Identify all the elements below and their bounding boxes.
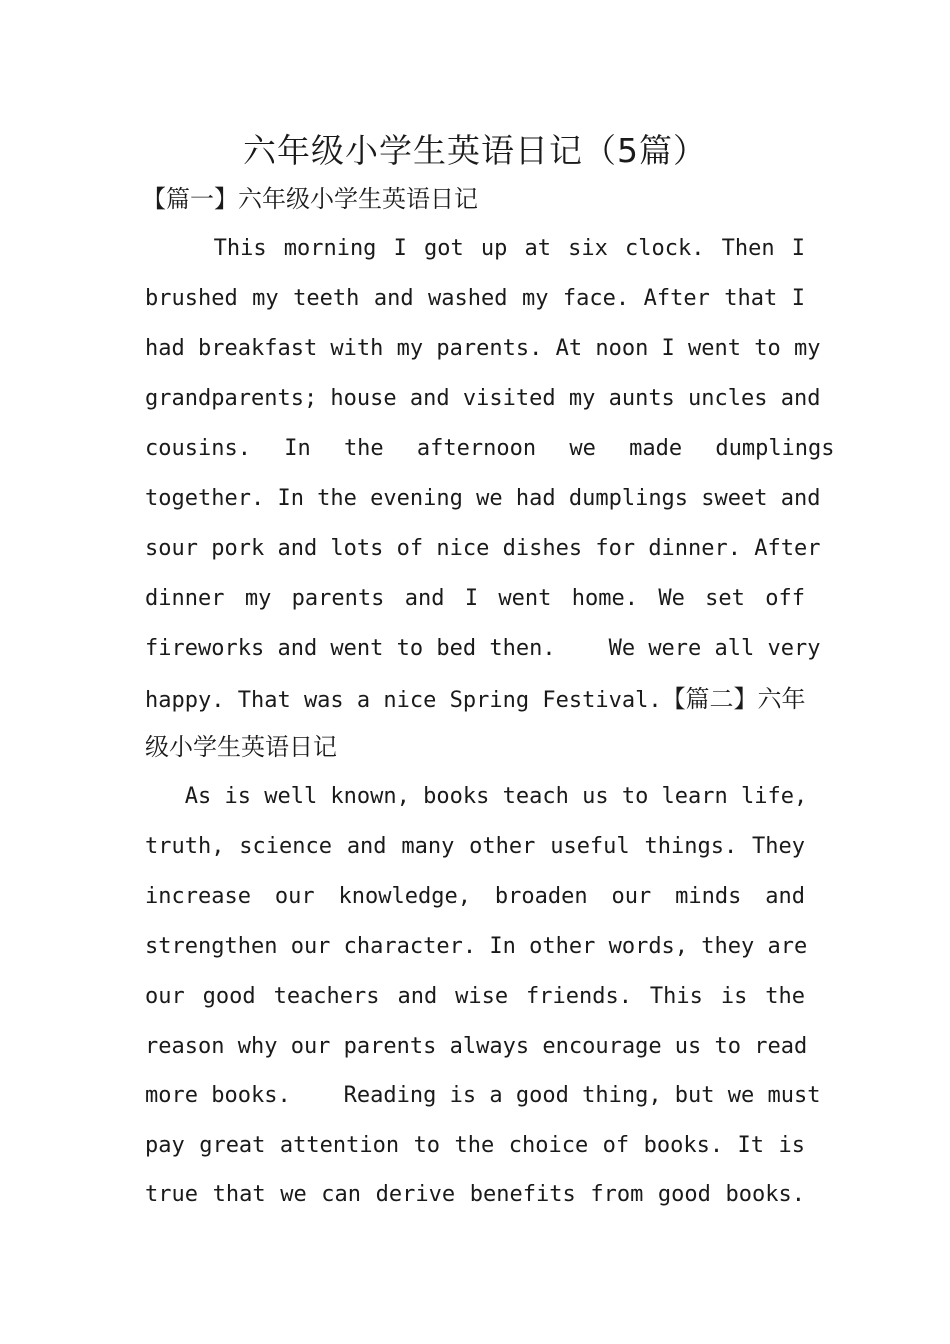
text-line: had breakfast with my parents. At noon I went to my (145, 336, 821, 361)
text-line: brushed my teeth and washed my face. After that I (145, 286, 805, 311)
text-line: grandparents; house and visited my aunts uncles and (145, 386, 821, 411)
text-line: cousins. In the afternoon we made dumplings (145, 436, 835, 461)
text-line: sour pork and lots of nice dishes for dinner. After (145, 536, 821, 561)
text-line: As is well known, books teach us to learn life, (145, 784, 808, 809)
section-heading-2-part1: 【篇二】六年 (661, 685, 806, 713)
text-line: truth, science and many other useful things. They (145, 834, 805, 859)
text-line: true that we can derive benefits from good books. (145, 1182, 805, 1207)
text-line: strengthen our character. In other words, they are (145, 934, 808, 959)
text-line: together. In the evening we had dumplings sweet and (145, 486, 821, 511)
text-line: pay great attention to the choice of books. It is (145, 1133, 805, 1158)
text-line: fireworks and went to bed then. We were all very (145, 636, 821, 661)
text-line: reason why our parents always encourage us to read (145, 1034, 808, 1059)
section-heading-1: 【篇一】六年级小学生英语日记 (142, 185, 478, 213)
text-fragment: happy. That was a nice Spring Festival. (145, 688, 662, 713)
text-line: more books. Reading is a good thing, but we must (145, 1083, 821, 1108)
section-heading-2-part2: 级小学生英语日记 (145, 733, 337, 761)
text-line: dinner my parents and I went home. We set off (145, 586, 805, 611)
text-line: our good teachers and wise friends. This is the (145, 984, 805, 1009)
page-title: 六年级小学生英语日记（5篇） (243, 131, 707, 170)
text-line: This morning I got up at six clock. Then I (145, 236, 805, 261)
text-line-mixed (145, 674, 805, 724)
text-line: increase our knowledge, broaden our minds and (145, 884, 805, 909)
